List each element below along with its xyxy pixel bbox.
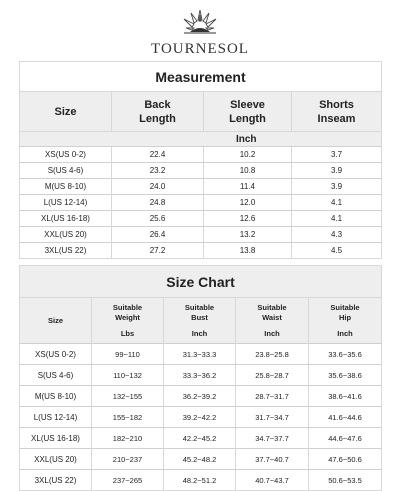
bust-cell: 36.2~39.2 <box>164 386 236 407</box>
sleeve-length-cell: 13.8 <box>204 243 292 259</box>
sleeve-length-cell: 10.2 <box>204 147 292 163</box>
back-length-cell: 24.0 <box>112 179 204 195</box>
hip-cell: 38.6~41.6 <box>309 386 382 407</box>
shorts-inseam-cell: 4.1 <box>292 195 382 211</box>
size-cell: 3XL(US 22) <box>20 470 92 491</box>
header-hip-unit: Inch <box>337 328 353 338</box>
table-row <box>20 147 382 163</box>
header-weight-line1: Suitable <box>112 302 143 312</box>
size-cell: 3XL(US 22) <box>20 243 112 259</box>
weight-cell: 210~237 <box>92 449 164 470</box>
header-waist-line1: Suitable <box>257 302 287 312</box>
back-length-cell: 22.4 <box>112 147 204 163</box>
hip-cell: 35.6~38.6 <box>309 365 382 386</box>
measurement-unit: Inch <box>112 132 382 147</box>
table-row <box>20 428 382 449</box>
shorts-inseam-cell: 3.9 <box>292 163 382 179</box>
waist-cell: 34.7~37.7 <box>236 428 309 449</box>
shorts-inseam-cell: 3.9 <box>292 179 382 195</box>
table-row <box>20 449 382 470</box>
weight-cell: 237~265 <box>92 470 164 491</box>
shorts-inseam-cell: 4.3 <box>292 227 382 243</box>
size-cell: XS(US 0-2) <box>20 344 92 365</box>
header-weight-unit: Lbs <box>120 328 135 338</box>
weight-cell: 155~182 <box>92 407 164 428</box>
table-row <box>20 179 382 195</box>
weight-cell: 99~110 <box>92 344 164 365</box>
header-back-length-line1: Back <box>144 98 171 111</box>
table-row <box>20 344 382 365</box>
shorts-inseam-cell: 4.5 <box>292 243 382 259</box>
size-cell: XXL(US 20) <box>20 227 112 243</box>
sleeve-length-cell: 10.8 <box>204 163 292 179</box>
size-cell: S(US 4-6) <box>20 365 92 386</box>
brand-logo <box>0 6 400 58</box>
size-cell: S(US 4-6) <box>20 163 112 179</box>
header-size: Size <box>20 298 92 344</box>
shorts-inseam-cell: 4.1 <box>292 211 382 227</box>
header-hip <box>309 298 382 344</box>
table-row <box>20 227 382 243</box>
measurement-table <box>19 61 382 259</box>
size-cell: L(US 12-14) <box>20 195 112 211</box>
header-weight-line2: Weight <box>115 312 140 322</box>
brand-name: TOURNESOL <box>151 41 249 57</box>
size-cell: XS(US 0-2) <box>20 147 112 163</box>
header-bust-line2: Bust <box>191 312 208 322</box>
sleeve-length-cell: 12.6 <box>204 211 292 227</box>
bust-cell: 31.3~33.3 <box>164 344 236 365</box>
back-length-cell: 23.2 <box>112 163 204 179</box>
size-cell: M(US 8-10) <box>20 386 92 407</box>
header-shorts-inseam-line2: Inseam <box>317 112 356 125</box>
hip-cell: 47.6~50.6 <box>309 449 382 470</box>
size-cell: M(US 8-10) <box>20 179 112 195</box>
sleeve-length-cell: 11.4 <box>204 179 292 195</box>
header-sleeve-length <box>204 92 292 132</box>
size-chart-table <box>19 265 382 491</box>
back-length-cell: 24.8 <box>112 195 204 211</box>
table-row <box>20 163 382 179</box>
header-shorts-inseam-line1: Shorts <box>319 98 354 111</box>
table-row <box>20 386 382 407</box>
waist-cell: 40.7~43.7 <box>236 470 309 491</box>
shorts-inseam-cell: 3.7 <box>292 147 382 163</box>
header-waist-unit: Inch <box>264 328 280 338</box>
back-length-cell: 26.4 <box>112 227 204 243</box>
size-cell: L(US 12-14) <box>20 407 92 428</box>
header-sleeve-length-line1: Sleeve <box>230 98 265 111</box>
hip-cell: 33.6~35.6 <box>309 344 382 365</box>
bust-cell: 33.3~36.2 <box>164 365 236 386</box>
header-bust-line1: Suitable <box>184 302 215 312</box>
back-length-cell: 25.6 <box>112 211 204 227</box>
table-row <box>20 243 382 259</box>
hip-cell: 44.6~47.6 <box>309 428 382 449</box>
waist-cell: 28.7~31.7 <box>236 386 309 407</box>
weight-cell: 182~210 <box>92 428 164 449</box>
table-row <box>20 407 382 428</box>
bust-cell: 39.2~42.2 <box>164 407 236 428</box>
header-hip-line1: Suitable <box>330 302 360 312</box>
header-weight <box>92 298 164 344</box>
header-shorts-inseam <box>292 92 382 132</box>
table-row <box>20 195 382 211</box>
back-length-cell: 27.2 <box>112 243 204 259</box>
size-chart-title: Size Chart <box>20 266 382 298</box>
size-cell: XL(US 16-18) <box>20 211 112 227</box>
header-back-length <box>112 92 204 132</box>
hip-cell: 41.6~44.6 <box>309 407 382 428</box>
weight-cell: 110~132 <box>92 365 164 386</box>
weight-cell: 132~155 <box>92 386 164 407</box>
header-waist <box>236 298 309 344</box>
size-cell: XXL(US 20) <box>20 449 92 470</box>
header-waist-line2: Waist <box>262 312 282 322</box>
waist-cell: 25.8~28.7 <box>236 365 309 386</box>
waist-cell: 23.8~25.8 <box>236 344 309 365</box>
header-sleeve-length-line2: Length <box>229 112 266 125</box>
table-row <box>20 211 382 227</box>
header-back-length-line2: Length <box>139 112 176 125</box>
sleeve-length-cell: 12.0 <box>204 195 292 211</box>
header-hip-line2: Hip <box>338 312 352 322</box>
sleeve-length-cell: 13.2 <box>204 227 292 243</box>
bust-cell: 48.2~51.2 <box>164 470 236 491</box>
bust-cell: 45.2~48.2 <box>164 449 236 470</box>
waist-cell: 31.7~34.7 <box>236 407 309 428</box>
header-size: Size <box>20 92 112 132</box>
hip-cell: 50.6~53.5 <box>309 470 382 491</box>
size-cell: XL(US 16-18) <box>20 428 92 449</box>
measurement-title: Measurement <box>20 62 382 92</box>
table-row <box>20 365 382 386</box>
sunflower-icon <box>180 6 220 40</box>
waist-cell: 37.7~40.7 <box>236 449 309 470</box>
table-row <box>20 470 382 491</box>
header-bust-unit: Inch <box>191 328 208 338</box>
header-bust <box>164 298 236 344</box>
bust-cell: 42.2~45.2 <box>164 428 236 449</box>
